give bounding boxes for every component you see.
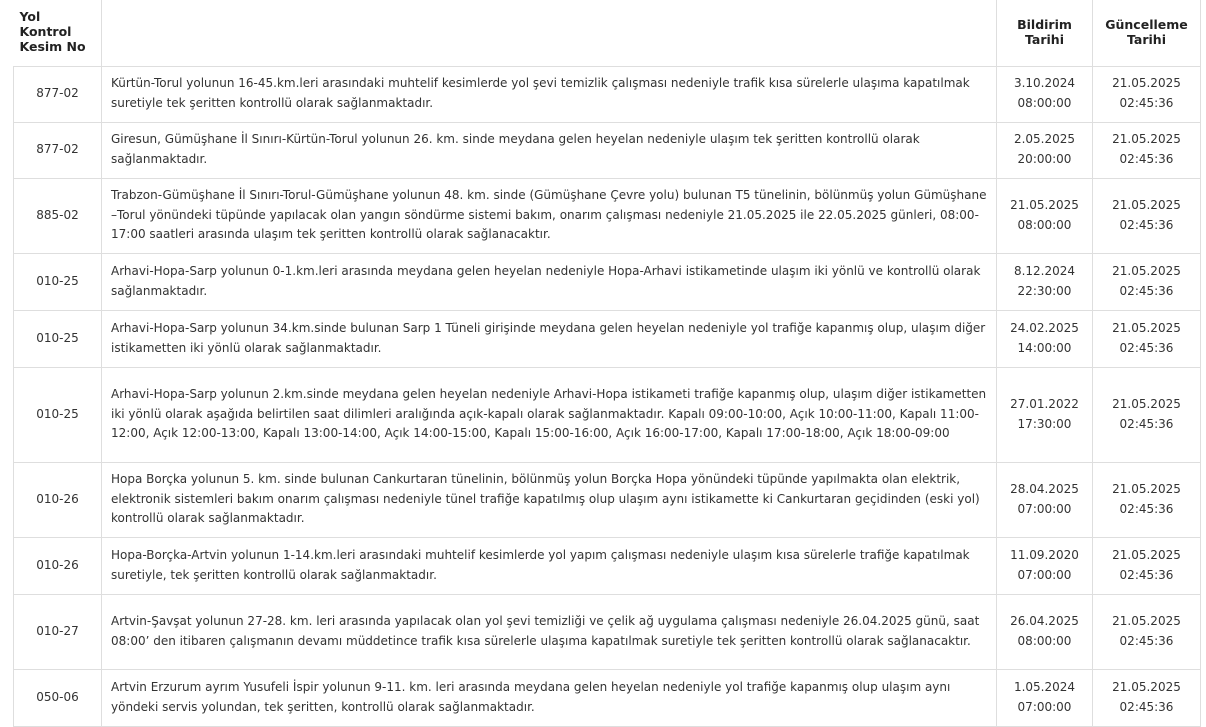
update-time-value: 02:45:36 (1119, 567, 1174, 582)
notice-time-value: 08:00:00 (1017, 96, 1072, 110)
cell-notice-date (997, 537, 1093, 594)
cell-notice-date (997, 122, 1093, 178)
notice-date-value: 1.05.2024 (1013, 679, 1076, 694)
road-status-table-container (13, 0, 1200, 727)
notice-date-value: 8.12.2024 (1013, 263, 1076, 278)
table-row (14, 367, 1201, 462)
table-row (14, 122, 1201, 178)
update-time-value: 02:45:36 (1119, 501, 1174, 516)
road-status-table (13, 0, 1201, 727)
notice-time-value: 07:00:00 (1017, 699, 1072, 714)
header-road-control-section-no (14, 0, 102, 66)
update-date-value: 21.05.2025 (1112, 263, 1181, 278)
table-header-row (14, 0, 1201, 66)
notice-date-value: 21.05.2025 (1010, 197, 1079, 212)
cell-notice-date (997, 178, 1093, 253)
cell-update-date (1093, 310, 1201, 367)
cell-description: Kürtün-Torul yolunun 16-45.km.leri arasındaki muhtelif kesimlerde yol şevi temizlik çalışması nedeniyle trafik kısa sürelerle ulaşıma kapatılmak suretiyle tek şeritten kontrollü olarak sağlanmaktadır. (102, 66, 997, 122)
update-time-value: 02:45:36 (1119, 633, 1174, 648)
update-date-value: 21.05.2025 (1112, 197, 1181, 212)
header-notice-line-1: Bildirim (1017, 16, 1072, 32)
notice-date-value: 26.04.2025 (1010, 613, 1079, 628)
notice-date-value: 28.04.2025 (1010, 481, 1079, 496)
table-row (14, 594, 1201, 669)
cell-section-code: 010-25 (14, 367, 102, 462)
update-time-value: 02:45:36 (1119, 283, 1174, 298)
header-update-date (1093, 0, 1201, 66)
header-code-line-1: Yol (19, 9, 41, 25)
cell-notice-date (997, 594, 1093, 669)
cell-description: Artvin-Şavşat yolunun 27-28. km. leri arasında yapılacak olan yol şevi temizliği ve çelik ağ uygulama çalışması nedeniyle 26.04.2025 günü, saat 08:00’ den itibaren çalışmanın devamı müddetince trafik kısa sürelerle ulaşıma kapatılmak suretiyle tek şeritten kontrollü olarak sağlanacaktır. (102, 594, 997, 669)
notice-date-value: 24.02.2025 (1010, 320, 1079, 335)
update-time-value: 02:45:36 (1119, 152, 1174, 166)
header-notice-line-2: Tarihi (1025, 31, 1064, 47)
update-date-value: 21.05.2025 (1112, 76, 1181, 91)
notice-date-value: 3.10.2024 (1013, 76, 1076, 91)
cell-notice-date (997, 669, 1093, 726)
table-row (14, 462, 1201, 537)
cell-update-date (1093, 66, 1201, 122)
notice-time-value: 08:00:00 (1017, 633, 1072, 648)
notice-time-value: 07:00:00 (1017, 501, 1072, 516)
notice-date-value: 11.09.2020 (1010, 547, 1079, 562)
header-description (102, 0, 997, 66)
header-code-line-2: Kontrol (19, 24, 72, 40)
update-date-value: 21.05.2025 (1112, 547, 1181, 562)
update-date-value: 21.05.2025 (1112, 396, 1181, 411)
table-row (14, 253, 1201, 310)
cell-description: Arhavi-Hopa-Sarp yolunun 0-1.km.leri arasında meydana gelen heyelan nedeniyle Hopa-Arhavi istikametinde ulaşım iki yönlü ve kontrollü olarak sağlanmaktadır. (102, 253, 997, 310)
table-row (14, 178, 1201, 253)
cell-section-code: 885-02 (14, 178, 102, 253)
cell-description: Arhavi-Hopa-Sarp yolunun 34.km.sinde bulunan Sarp 1 Tüneli girişinde meydana gelen heyelan nedeniyle yol trafiğe kapanmış olup, ulaşım diğer istikametten iki yönlü olarak sağlanmaktadır. (102, 310, 997, 367)
notice-time-value: 14:00:00 (1017, 340, 1072, 355)
update-date-value: 21.05.2025 (1112, 132, 1181, 147)
cell-update-date (1093, 367, 1201, 462)
cell-update-date (1093, 594, 1201, 669)
notice-time-value: 07:00:00 (1017, 567, 1072, 582)
update-time-value: 02:45:36 (1119, 699, 1174, 714)
update-date-value: 21.05.2025 (1112, 613, 1181, 628)
cell-section-code: 010-27 (14, 594, 102, 669)
cell-description: Hopa-Borçka-Artvin yolunun 1-14.km.leri arasındaki muhtelif kesimlerde yol yapım çalışması nedeniyle ulaşım kısa sürelerle trafiğe kapatılmak suretiyle, tek şeritten kontrollü olarak sağlanmaktadır. (102, 537, 997, 594)
table-row (14, 310, 1201, 367)
cell-description: Artvin Erzurum ayrım Yusufeli İspir yolunun 9-11. km. leri arasında meydana gelen heyelan nedeniyle yol trafiğe kapanmış olup ulaşım aynı yöndeki servis yolundan, tek şeritten, kontrollü olarak sağlanmaktadır. (102, 669, 997, 726)
cell-section-code: 877-02 (14, 66, 102, 122)
cell-notice-date (997, 367, 1093, 462)
cell-update-date (1093, 253, 1201, 310)
notice-date-value: 27.01.2022 (1010, 396, 1079, 411)
update-time-value: 02:45:36 (1119, 416, 1174, 431)
update-time-value: 02:45:36 (1119, 340, 1174, 355)
cell-notice-date (997, 310, 1093, 367)
update-time-value: 02:45:36 (1119, 217, 1174, 232)
cell-notice-date (997, 462, 1093, 537)
update-date-value: 21.05.2025 (1112, 320, 1181, 335)
cell-section-code: 010-26 (14, 537, 102, 594)
cell-section-code: 010-26 (14, 462, 102, 537)
cell-section-code: 050-06 (14, 669, 102, 726)
header-update-line-1: Güncelleme (1105, 16, 1188, 32)
header-code-line-3: Kesim No (19, 39, 86, 55)
table-row (14, 669, 1201, 726)
notice-time-value: 08:00:00 (1017, 217, 1072, 232)
notice-date-value: 2.05.2025 (1013, 132, 1076, 147)
cell-section-code: 010-25 (14, 310, 102, 367)
cell-section-code: 010-25 (14, 253, 102, 310)
notice-time-value: 22:30:00 (1017, 283, 1072, 298)
update-date-value: 21.05.2025 (1112, 679, 1181, 694)
cell-update-date (1093, 669, 1201, 726)
cell-section-code: 877-02 (14, 122, 102, 178)
cell-description: Giresun, Gümüşhane İl Sınırı-Kürtün-Torul yolunun 26. km. sinde meydana gelen heyelan nedeniyle ulaşım tek şeritten kontrollü olarak sağlanmaktadır. (102, 122, 997, 178)
cell-update-date (1093, 122, 1201, 178)
cell-update-date (1093, 178, 1201, 253)
header-update-line-2: Tarihi (1127, 31, 1166, 47)
cell-description: Trabzon-Gümüşhane İl Sınırı-Torul-Gümüşhane yolunun 48. km. sinde (Gümüşhane Çevre yolu) bulunan T5 tünelinin, bölünmüş yolun Gümüşhane –Torul yönündeki tüpünde yapılacak olan yangın söndürme sistemi bakım, onarım çalışması nedeniyle 21.05.2025 ile 22.05.2025 günleri, 08:00-17:00 saatleri arasında ulaşım tek şeritten kontrollü olarak sağlanacaktır. (102, 178, 997, 253)
cell-description: Arhavi-Hopa-Sarp yolunun 2.km.sinde meydana gelen heyelan nedeniyle Arhavi-Hopa istikameti trafiğe kapanmış olup, ulaşım diğer istikametten iki yönlü olarak aşağıda belirtilen saat dilimleri aralığında açık-kapalı olarak sağlanmaktadır. Kapalı 09:00-10:00, Açık 10:00-11:00, Kapalı 11:00-12:00, Açık 12:00-13:00, Kapalı 13:00-14:00, Açık 14:00-15:00, Kapalı 15:00-16:00, Açık 16:00-17:00, Kapalı 17:00-18:00, Açık 18:00-09:00 (102, 367, 997, 462)
header-notice-date (997, 0, 1093, 66)
notice-time-value: 17:30:00 (1017, 416, 1072, 431)
cell-notice-date (997, 253, 1093, 310)
update-time-value: 02:45:36 (1119, 96, 1174, 110)
table-row (14, 66, 1201, 122)
cell-update-date (1093, 537, 1201, 594)
update-date-value: 21.05.2025 (1112, 481, 1181, 496)
cell-update-date (1093, 462, 1201, 537)
table-row (14, 537, 1201, 594)
cell-notice-date (997, 66, 1093, 122)
cell-description: Hopa Borçka yolunun 5. km. sinde bulunan Cankurtaran tünelinin, bölünmüş yolun Borçka Hopa yönündeki tüpünde yapılmakta olan elektrik, elektronik sistemleri bakım onarım çalışması nedeniyle tünel trafiğe kapatılmış olup ulaşım aynı istikamette ki Cankurtaran geçidinden (eski yol) kontrollü olarak sağlanmaktadır. (102, 462, 997, 537)
notice-time-value: 20:00:00 (1017, 152, 1072, 166)
